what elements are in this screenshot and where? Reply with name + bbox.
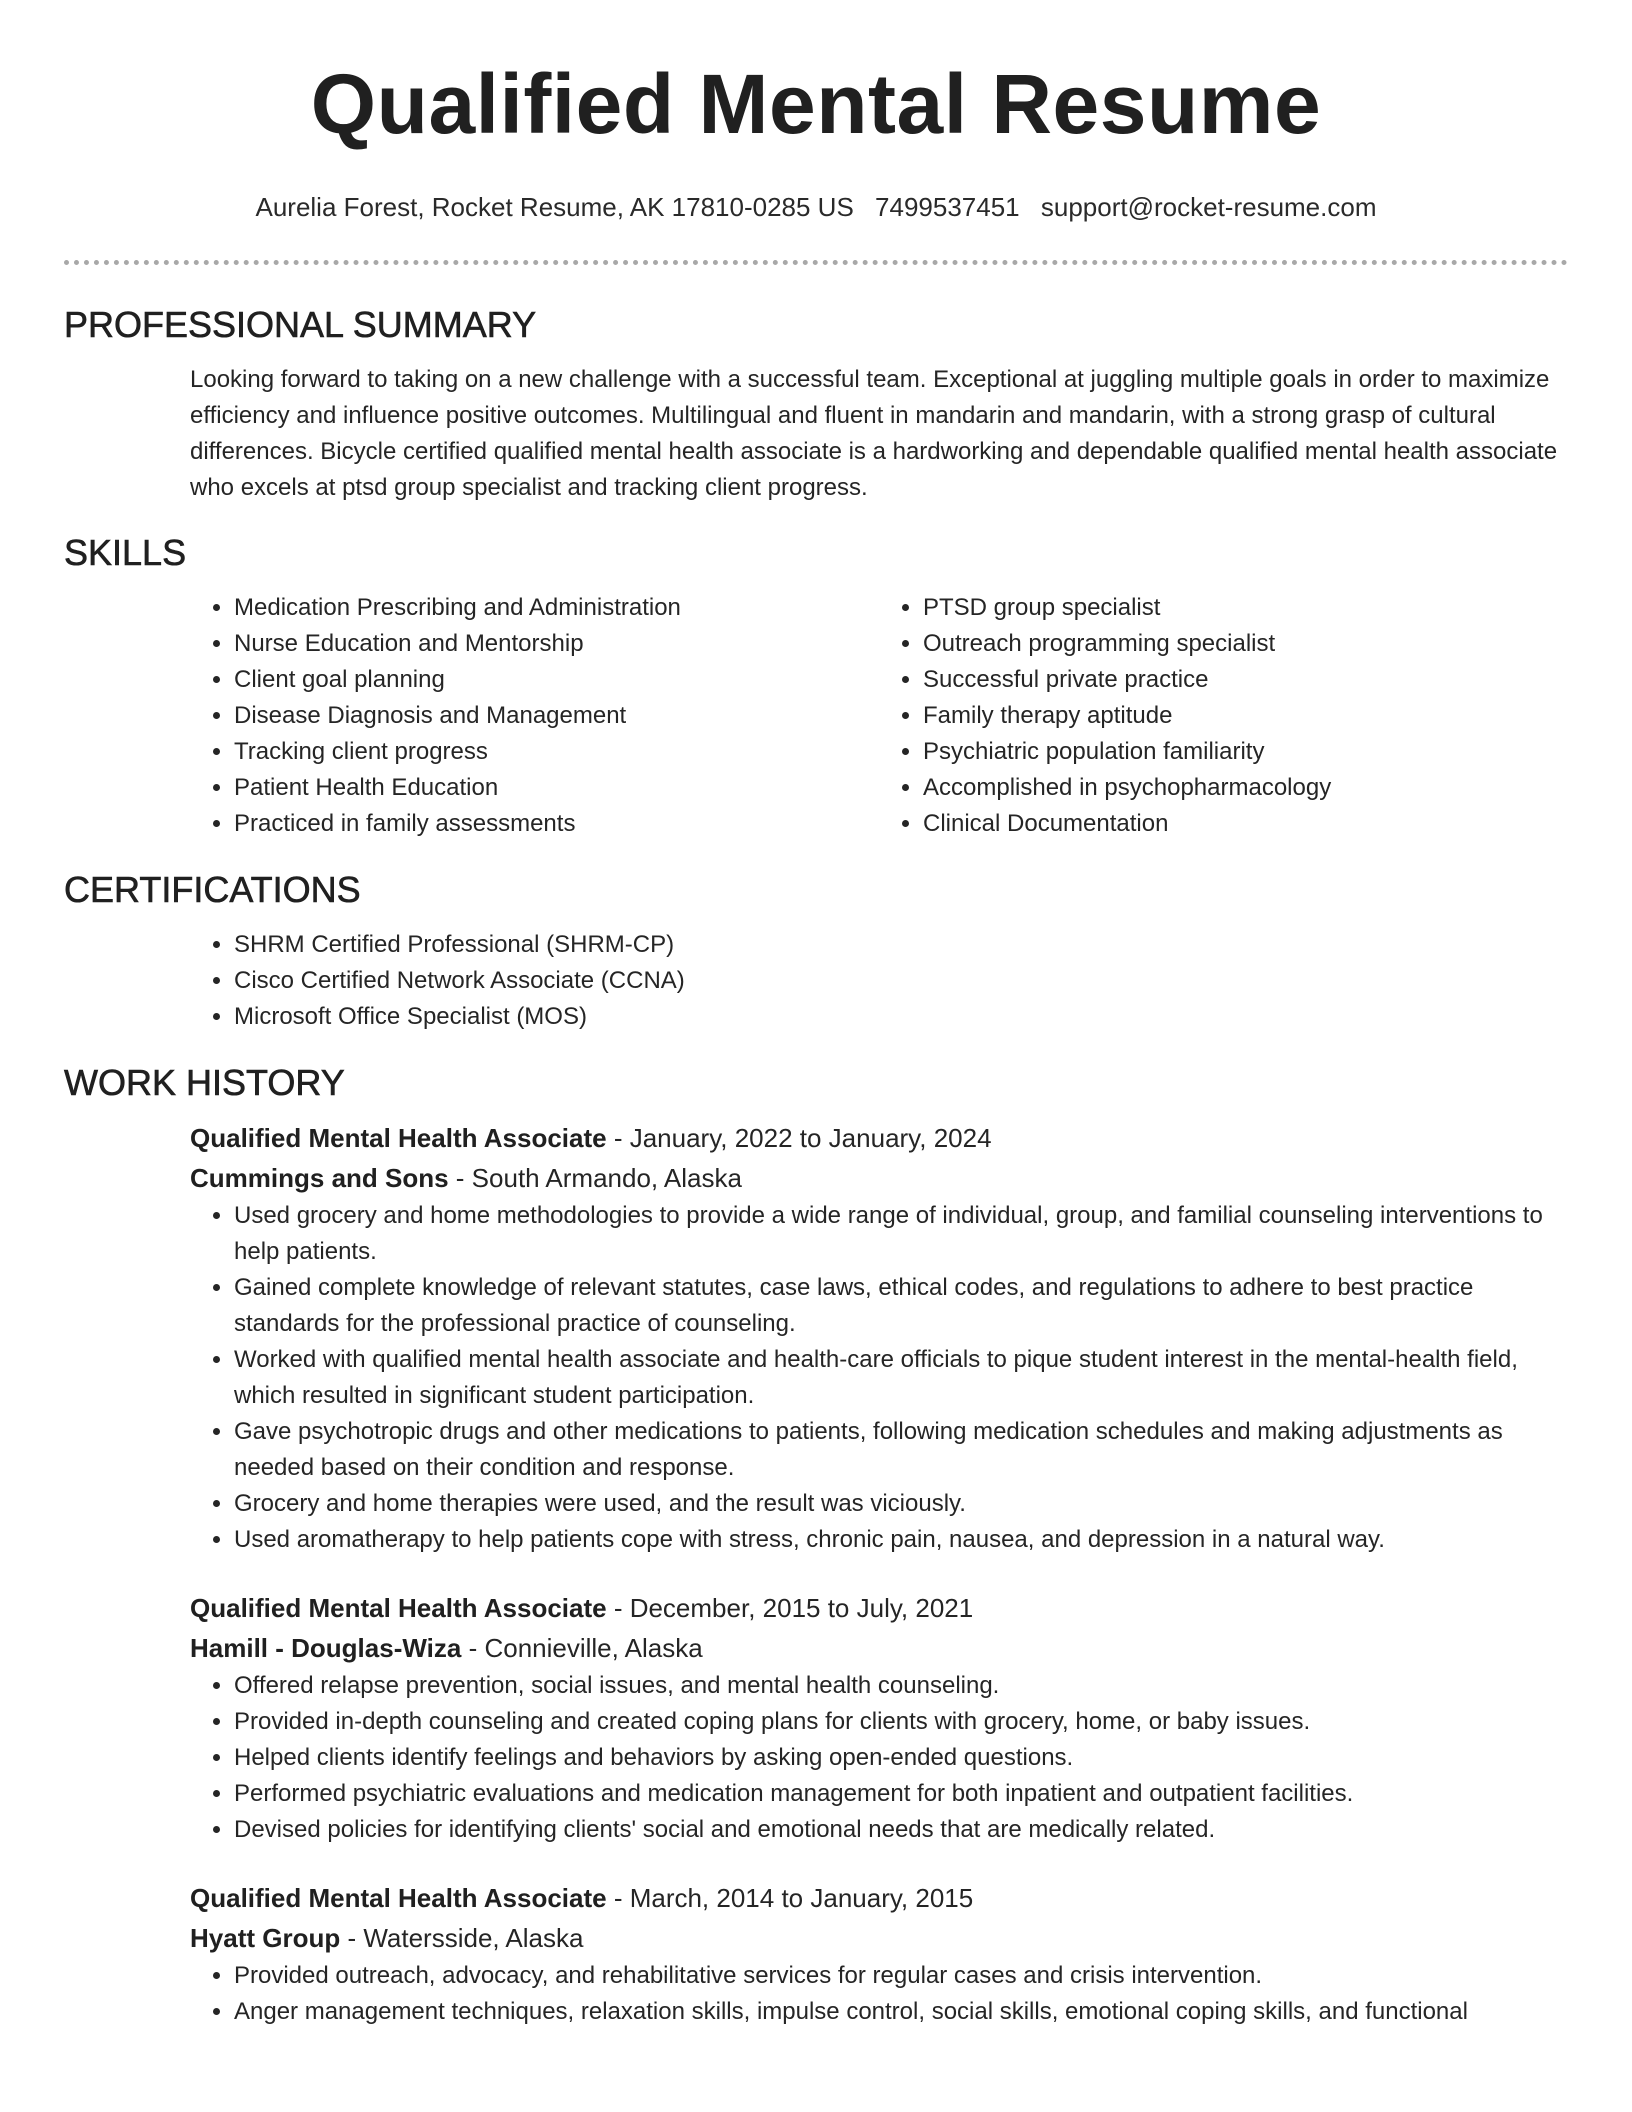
job-dates: - March, 2014 to January, 2015 [606,1883,974,1913]
contact-line [64,190,1568,224]
contact-phone: 7499537451 [875,192,1020,222]
skills-column-right [879,590,1568,842]
skill-item: • Psychiatric population familiarity [923,734,1568,770]
skill-item: • PTSD group specialist [923,590,1568,626]
skill-item: • Practiced in family assessments [234,806,879,842]
summary-heading: PROFESSIONAL SUMMARY [64,304,537,345]
job-title: Qualified Mental Health Associate [190,1883,607,1913]
skill-item: • Nurse Education and Mentorship [234,626,879,662]
skill-item: • Medication Prescribing and Administration [234,590,879,626]
skills-heading: SKILLS [64,532,187,573]
job-bullet: • Offered relapse prevention, social issues, and mental health counseling. [234,1668,1568,1704]
job-title: Qualified Mental Health Associate [190,1593,607,1623]
skill-item: • Accomplished in psychopharmacology [923,770,1568,806]
job-company-line [190,1158,1568,1198]
skill-item: • Patient Health Education [234,770,879,806]
skill-item: • Disease Diagnosis and Management [234,698,879,734]
header-divider [64,260,1568,265]
contact-address: Aurelia Forest, Rocket Resume, AK 17810-0285 US [255,192,854,222]
resume-name: Qualified Mental Resume [310,57,1322,151]
job-title-line [190,1878,1568,1918]
job-bullet: • Performed psychiatric evaluations and medication management for both inpatient and outpatient facilities. [234,1776,1568,1812]
job-entry [190,1588,1568,1848]
job-dates: - January, 2022 to January, 2024 [606,1123,992,1153]
skill-item: • Successful private practice [923,662,1568,698]
job-entry [190,1118,1568,1558]
job-dates: - December, 2015 to July, 2021 [606,1593,974,1623]
job-bullet: • Provided outreach, advocacy, and rehabilitative services for regular cases and crisis intervention. [234,1958,1568,1994]
certifications-heading: CERTIFICATIONS [64,869,361,910]
job-title-line [190,1588,1568,1628]
job-bullet: • Provided in-depth counseling and created coping plans for clients with grocery, home, or baby issues. [234,1704,1568,1740]
summary-text: Looking forward to taking on a new challenge with a successful team. Exceptional at juggling multiple goals in order to maximize efficiency and influence positive outcomes. Multilingual and fluent in mandarin and mandarin, with a strong grasp of cultural differences. Bicycle certified qualified mental health associate is a hardworking and dependable qualified mental health associate who excels at ptsd group specialist and tracking client progress. [190,366,1558,501]
skill-item: • Family therapy aptitude [923,698,1568,734]
job-bullet: • Used aromatherapy to help patients cope with stress, chronic pain, nausea, and depression in a natural way. [234,1522,1568,1558]
job-location: - Connieville, Alaska [461,1633,703,1663]
job-bullet: • Devised policies for identifying clients' social and emotional needs that are medically related. [234,1812,1568,1848]
skills-column-left [190,590,879,842]
work-history-heading: WORK HISTORY [64,1062,345,1103]
job-entry [190,1878,1568,2030]
skill-item: • Client goal planning [234,662,879,698]
contact-email: support@rocket-resume.com [1040,192,1377,222]
job-bullets [190,1198,1568,1558]
skill-item: • Tracking client progress [234,734,879,770]
job-company-line [190,1628,1568,1668]
certifications-bullets [190,927,1568,1035]
certifications-list [190,927,1568,1035]
certification-item: • Cisco Certified Network Associate (CCNA) [234,963,1568,999]
job-bullet: • Gained complete knowledge of relevant statutes, case laws, ethical codes, and regulations to adhere to best practice standards for the professional practice of counseling. [234,1270,1568,1342]
job-bullet: • Worked with qualified mental health associate and health-care officials to pique student interest in the mental-health field, which resulted in significant student participation. [234,1342,1568,1414]
skill-item: • Outreach programming specialist [923,626,1568,662]
job-title: Qualified Mental Health Associate [190,1123,607,1153]
job-title-line [190,1118,1568,1158]
job-bullets [190,1668,1568,1848]
job-bullet: • Used grocery and home methodologies to provide a wide range of individual, group, and familial counseling interventions to help patients. [234,1198,1568,1270]
job-bullet: • Anger management techniques, relaxation skills, impulse control, social skills, emotional coping skills, and functional [234,1994,1568,2030]
certification-item: • Microsoft Office Specialist (MOS) [234,999,1568,1035]
job-location: - South Armando, Alaska [448,1163,742,1193]
certification-item: • SHRM Certified Professional (SHRM-CP) [234,927,1568,963]
job-company: Cummings and Sons [190,1163,449,1193]
resume-page [64,0,1568,2112]
job-company: Hamill - Douglas-Wiza [190,1633,462,1663]
job-company: Hyatt Group [190,1923,341,1953]
skills-list [190,590,1568,842]
job-bullet: • Gave psychotropic drugs and other medications to patients, following medication schedules and making adjustments as needed based on their condition and response. [234,1414,1568,1486]
job-bullets [190,1958,1568,2030]
job-bullet: • Grocery and home therapies were used, and the result was viciously. [234,1486,1568,1522]
job-location: - Watersside, Alaska [340,1923,584,1953]
job-company-line [190,1918,1568,1958]
job-bullet: • Helped clients identify feelings and behaviors by asking open-ended questions. [234,1740,1568,1776]
skill-item: • Clinical Documentation [923,806,1568,842]
